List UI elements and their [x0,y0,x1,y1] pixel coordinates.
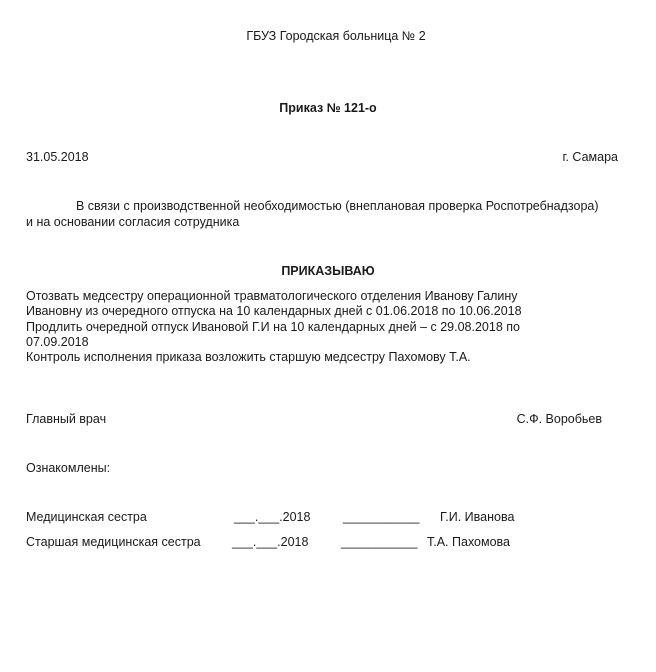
acknowledgement-row [0,535,656,551]
body-line: Контроль исполнения приказа возложить старшую медсестру Пахомову Т.А. [26,350,471,365]
directive-heading: ПРИКАЗЫВАЮ [281,264,375,278]
ack-name: Г.И. Иванова [440,510,515,524]
signatory-name: С.Ф. Воробьев [516,412,602,426]
ack-signature-line: ___________ [341,535,418,549]
ack-name: Т.А. Пахомова [427,535,511,549]
organization-name: ГБУЗ Городская больница № 2 [246,29,426,43]
ack-position: Медицинская сестра [26,510,147,524]
signatory-title: Главный врач [26,412,107,426]
body-line: Ивановну из очередного отпуска на 10 календарных дней с 01.06.2018 по 10.06.2018 [26,304,522,319]
acknowledgement-label: Ознакомлены: [26,461,111,475]
ack-position: Старшая медицинская сестра [26,535,201,549]
acknowledgement-row [0,510,656,526]
body-line: 07.09.2018 [26,334,89,349]
order-date: 31.05.2018 [26,150,89,164]
ack-date: ___.___.2018 [234,510,311,524]
order-body [26,289,522,365]
preamble-line-1: В связи с производственной необходимостью (внеплановая проверка Роспотребнадзора) [76,199,599,213]
body-line: Продлить очередной отпуск Ивановой Г.И на 10 календарных дней – с 29.08.2018 по [26,319,520,334]
preamble-line-2: и на основании согласия сотрудника [26,215,240,229]
body-line: Отозвать медсестру операционной травматологического отделения Иванову Галину [26,289,518,303]
ack-signature-line: ___________ [343,510,420,524]
order-city: г. Самара [562,150,618,164]
order-title: Приказ № 121-о [279,101,377,115]
ack-date: ___.___.2018 [232,535,309,549]
